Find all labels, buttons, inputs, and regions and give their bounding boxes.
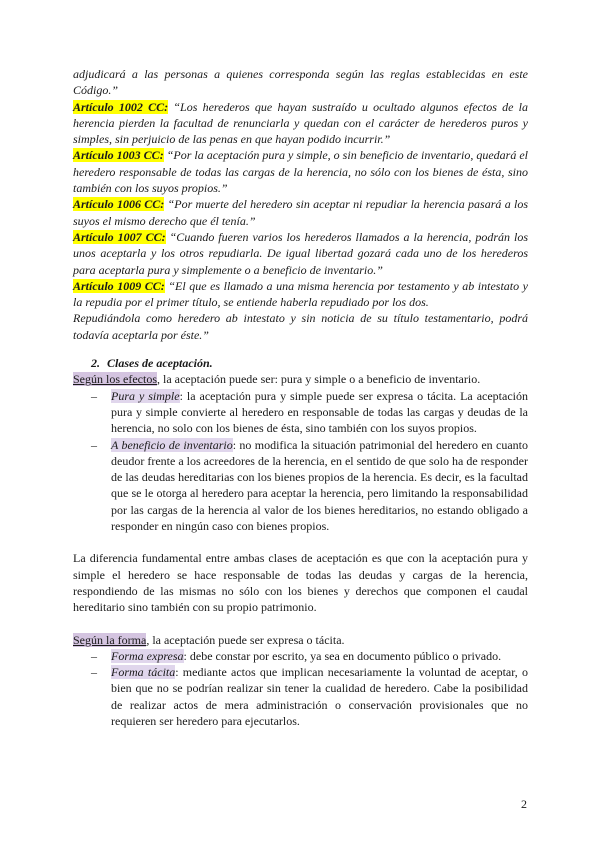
list-term: Forma tácita xyxy=(111,665,176,680)
efectos-list xyxy=(73,388,528,535)
quote-text: “Por muerte del heredero sin aceptar ni repudiar la herencia pasará a los suyos el mismo derecho que él tenía.” xyxy=(73,197,528,228)
article-label: Artículo 1003 CC: xyxy=(73,148,164,163)
forma-lead xyxy=(73,632,528,648)
list-term: Forma expresa xyxy=(111,648,184,663)
efectos-lead xyxy=(73,371,528,387)
dash-bullet-icon: – xyxy=(91,648,97,663)
quote-text: “Cuando fueren varios los herederos llamados a la herencia, podrán los unos aceptarla y los otros repudiarla. De igual libertad gozará cada uno de los herederos para aceptarla pura y simplemente o a beneficio de inventario.” xyxy=(73,229,528,277)
list-item xyxy=(73,388,528,437)
list-text: : no modifica la situación patrimonial del heredero en cuanto deudor frente a los acreedores de la herencia, en el sentido de que solo ha de responder de las deudas hereditarias con los bienes propios de la herencia. Es decir, es la facultad que se le otorga al heredero para aceptar la herencia, pero limitando la responsabilidad por las cargas de la herencia al valor de los bienes hereditarios, no estando obligado a responder en ningún caso con bienes propios. xyxy=(111,437,528,534)
quote-text: “Por la aceptación pura y simple, o sin beneficio de inventario, quedará el heredero responsable de todas las cargas de la herencia, no sólo con los bienes de ésta, sino también con los suyos propios.” xyxy=(73,148,528,196)
efectos-highlight: Según los efectos xyxy=(73,372,157,387)
diferencia-paragraph: La diferencia fundamental entre ambas clases de aceptación es que con la aceptación pura y simple el heredero se hace responsable de todas las deudas y cargas de la herencia, respondiendo de las mismas no sólo con los bienes y derechos que componen el caudal hereditario sino también con su propio patrimonio. xyxy=(73,551,528,615)
quote-paragraph xyxy=(73,229,528,278)
section-number: 2. xyxy=(91,356,100,371)
quote-paragraph xyxy=(73,278,528,311)
spacer xyxy=(73,616,528,632)
article-label: Artículo 1002 CC: xyxy=(73,99,169,114)
article-label: Artículo 1009 CC: xyxy=(73,278,165,293)
quote-paragraph xyxy=(73,147,528,196)
page-number: 2 xyxy=(521,797,527,811)
quotes-block xyxy=(73,66,528,343)
spacer xyxy=(73,534,528,550)
quote-text: “El que es llamado a una misma herencia por testamento y ab intestato y la repudia por el primer título, se entiende haberla repudiado por los dos. xyxy=(73,278,528,310)
list-text: : debe constar por escrito, ya sea en documento público o privado. xyxy=(183,648,502,663)
list-term: Pura y simple xyxy=(111,388,180,403)
quote-paragraph xyxy=(73,66,528,99)
dash-bullet-icon: – xyxy=(91,665,97,680)
efectos-lead-text: , la aceptación puede ser: pura y simple o a beneficio de inventario. xyxy=(156,372,481,387)
quote-text: “Los herederos que hayan sustraído u ocultado algunos efectos de la herencia pierden la facultad de renunciarla y quedan con el carácter de herederos puros y simples, sin perjuicio de las penas en que hayan podido incurrir.” xyxy=(73,99,528,147)
list-item xyxy=(73,437,528,535)
dash-bullet-icon: – xyxy=(91,437,97,452)
quote-paragraph xyxy=(73,310,528,343)
article-label: Artículo 1007 CC: xyxy=(73,229,166,244)
list-text: : mediante actos que implican necesariamente la voluntad de aceptar, o bien que no se podrían realizar sin tener la cualidad de heredero. Cabe la posibilidad de realizar actos de mera administración o conservación provisionales que no requieren ser heredero para ejecutarlos. xyxy=(111,665,528,728)
quote-paragraph xyxy=(73,99,528,148)
forma-list xyxy=(73,648,528,729)
quote-text: adjudicará a las personas a quienes corresponda según las reglas establecidas en este Código.” xyxy=(73,67,528,98)
forma-highlight: Según la forma xyxy=(73,632,147,647)
list-item xyxy=(73,664,528,729)
section-title: Clases de aceptación. xyxy=(107,356,213,371)
list-item xyxy=(73,648,528,664)
document-page xyxy=(73,66,528,729)
dash-bullet-icon: – xyxy=(91,388,97,403)
section-heading xyxy=(73,355,528,371)
quote-text: Repudiándola como heredero ab intestato y sin noticia de su título testamentario, podrá todavía aceptarla por éste.” xyxy=(73,311,528,342)
list-text: : la aceptación pura y simple puede ser expresa o tácita. La aceptación pura y simple convierte al heredero en responsable de todas las cargas y deudas de la herencia, no solo con los bienes de ésta, sino también con los suyos propios. xyxy=(111,388,529,436)
quote-paragraph xyxy=(73,196,528,229)
article-label: Artículo 1006 CC: xyxy=(73,197,165,212)
list-term: A beneficio de inventario xyxy=(111,437,233,452)
forma-lead-text: , la aceptación puede ser expresa o tácita. xyxy=(146,632,345,647)
